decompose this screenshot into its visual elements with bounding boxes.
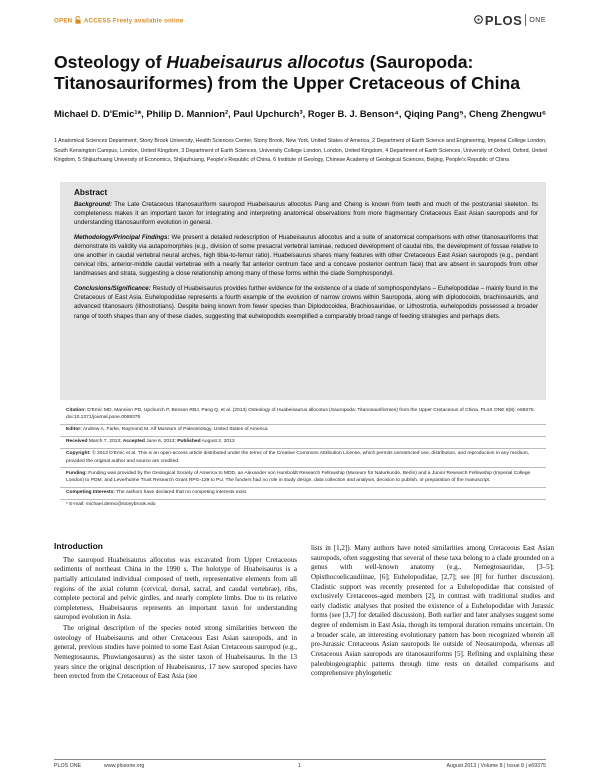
footer-page-number: 1 — [298, 763, 301, 769]
page-footer — [54, 763, 546, 772]
editor-row — [60, 425, 546, 437]
editor-label: Editor: — [66, 427, 82, 432]
accepted-label: Accepted — [122, 439, 145, 444]
affiliations: 1 Anatomical Sciences Department, Stony Brook University, Health Sciences Center, Stony Brook, New York, United States of America, 2 Department of Earth Science and Engineering, Imperial College London, South Kensington Campus, London, United Kingdom, 3 Department of Earth Sciences, University College London, London, United Kingdom, 4 Department of Earth Sciences, University of Oxford, Oxford, United Kingdom, 5 Shijiazhuang University of Economics, Shijiazhuang, People's Republic of China, 6 Institute of Geology, Chinese Academy of Geological Sciences, Beijing, People's Republic of China — [54, 138, 547, 164]
open-access-lock-icon — [75, 16, 81, 26]
intro-paragraph-1: The sauropod Huabeisaurus allocotus was excavated from Upper Cretaceous sediments of northeast China in the 1990 s. The holotype of Huabeisaurus is a partially articulated individual composed of teeth, representative elements from all regions of the axial column (cervical, dorsal, sacral, and caudal vertebrae), ribs, complete pectoral and pelvic girdles, and nearly complete limbs. Due to its relative completeness, Huabeisaurus represents an important taxon for understanding sauropod evolution in Asia. — [54, 555, 297, 622]
body-column-left — [54, 542, 297, 683]
competing-row — [60, 488, 546, 500]
competing-label: Competing Interests: — [66, 490, 115, 495]
journal-header — [54, 10, 546, 32]
article-metadata — [60, 405, 546, 511]
editor-text: Andrew A. Farke, Raymond M. Alf Museum of Paleontology, United States of America — [81, 427, 268, 432]
funding-text: Funding was provided by the Geological Society of America to MDD, an Alexander von Humboldt Research Fellowship (Museum für Naturkunde, Berlin) and a Junior Research Fellowship (Imperial College London) to PDM, and Leverhulme Trust Research Grant RPG-129 to PU. The funders had no role in study design, data collection and analysis, decision to publish, or preparation of the manuscript. — [66, 470, 531, 483]
title-pre: Osteology of — [54, 52, 167, 72]
plos-logo-icon — [474, 11, 483, 29]
abstract-methods — [74, 233, 538, 278]
copyright-label: Copyright: — [66, 451, 91, 456]
abstract-box — [60, 182, 546, 400]
copyright-row — [60, 449, 546, 469]
background-label: Background: — [74, 201, 112, 208]
abstract-heading: Abstract — [74, 188, 108, 197]
title-post: (Sauropoda: Titanosauriformes) from the Upper Cretaceous of China — [54, 52, 520, 93]
footer-url[interactable]: www.plosone.org — [104, 763, 145, 769]
published-date: August 2, 2013 — [200, 439, 235, 444]
citation-row — [60, 405, 546, 425]
abstract-background — [74, 200, 538, 227]
funding-row — [60, 468, 546, 488]
footer-journal: PLOS ONE — [54, 763, 82, 769]
intro-paragraph-continued: lists in [1,2]). Many authors have noted similarities among Cretaceous East Asian sauropods, often suggesting that several of these taxa belong to a clade grounded on a genus with well-known anatomy (e.g., Nemegtosauridae, [3–5]; Opisthocoelicaudiinae, [6]; Euhelopodidae, [2,7]; see [8] for further discussion). Cladistic support was recently presented for a Euhelopodidae that consisted of exclusively Cretaceous-aged members [2], in contrast with traditional studies and early cladistic analyses that posited the existence of a Euhelopodidae with Jurassic forms (see [3,7] for detailed discussion). Both earlier and later analyses suggest some degree of endemism in East Asia, though its temporal duration remains uncertain. On a broader scale, an interesting evolutionary pattern has been recognized wherein all pre-Jurassic Cretaceous Asian sauropods lie outside of Neosauropoda, whereas all Cretaceous Asian sauropods are titanosauriforms [5]. Refining and explaining these paleobiogeographic patterns through time rests on detailed comparisons and comprehensive phylogenetic — [311, 544, 554, 678]
citation-text: D'Emic MD, Mannion PD, Upchurch P, Benson RBJ, Pang Q, et al. (2013) Osteology of Huabeisaurus allocotus (Sauropoda: Titanosauriformes) from the Upper Cretaceous of China. PLoS ONE 8(8): e69375. doi:10.1371/journal.pone.0069375 — [66, 407, 535, 420]
body-column-right — [311, 544, 554, 680]
methods-label: Methodology/Principal Findings: — [74, 234, 170, 242]
introduction-heading: Introduction — [54, 541, 103, 551]
accepted-date: June 6, 2013; — [144, 439, 178, 444]
author-list: Michael D. D'Emic¹*, Philip D. Mannion², Paul Upchurch³, Roger B. J. Benson⁴, Qiqing Pang⁵, Cheng Zhengwu⁶ — [54, 108, 547, 119]
funding-label: Funding: — [66, 470, 87, 476]
open-access-banner — [54, 16, 184, 26]
dates-row — [60, 437, 546, 449]
received-label: Received — [66, 439, 88, 444]
free-available-label: Freely available online — [112, 17, 184, 25]
open-label: OPEN — [54, 17, 73, 25]
copyright-text: © 2013 D'Emic et al. This is an open-access article distributed under the terms of the Creative Commons Attribution License, which permits unrestricted use, distribution, and reproduction in any medium, provided the original author and source are credited. — [66, 451, 530, 464]
abstract-conclusions — [74, 284, 538, 320]
title-species: Huabeisaurus allocotus — [166, 52, 365, 72]
conclusions-text: Restudy of Huabeisaurus provides further evidence for the existence of a clade of somphospondylans – Euhelopodidae – mainly found in the Cretaceous of East Asia. Euhelopodidae represents a fourth example of the evolution of narrow crowns within Sauropoda, along with diplodocoids, brachiosaurids, and advanced titanosaurs (lithostrotians). Despite being known from fewer species than Diplodocoidea, Brachiosauridae, or Lithostrotia, euhelopodids possessed a broader range of tooth shapes than any of these clades, suggesting that euhelopodids exemplified a comparably broad range of feeding strategies and perhaps diets. — [74, 285, 538, 320]
received-date: March 7, 2013; — [87, 439, 123, 444]
logo-divider — [525, 14, 526, 26]
logo-one-text: ONE — [529, 16, 546, 24]
access-label: ACCESS — [83, 17, 111, 25]
footer-issue: August 2013 | Volume 8 | Issue 8 | e69375 — [446, 763, 546, 769]
email-row — [60, 500, 546, 511]
competing-text: The authors have declared that no competing interests exist. — [114, 490, 248, 495]
published-label: Published — [177, 439, 201, 444]
plos-one-logo — [474, 11, 546, 29]
citation-label: Citation: — [66, 407, 86, 413]
methods-text: We present a detailed redescription of Huabeisaurus allocotus and a suite of anatomical comparisons with other titanosauriforms that demonstrate its validity via autapomorphies (e.g., division of some presacral vertebral laminae, reduced development of caudal ribs, the development of fossae relative to one another in caudal vertebral neural arches, high tibia-to-femur ratio). Huabeisaurus shares many features with other Cretaceous East Asian sauropods (e.g., pendant cervical ribs, anterior-middle caudal vertebrae with a nearly flat anterior centrum face and a concave posterior centrum face) that are absent in sauropods from other landmasses and strata, suggesting a close relationship among many of these forms within the clade Somphospondyli. — [74, 234, 538, 278]
logo-plos-text: PLOS — [484, 12, 523, 28]
corresponding-email[interactable]: * E-mail: michael.demic@stonybrook.edu — [66, 502, 156, 507]
conclusions-label: Conclusions/Significance: — [74, 285, 151, 293]
intro-paragraph-2: The original description of the species noted strong similarities between the osteology of Huabeisaurus and other Cretaceous East Asian sauropods, and in general, previous studies have pointed to some East Asian Cretaceous sauropod (e.g., Nemegtosaurus, Phuwiangosaurus) as the sister taxon of Huabeisaurus. In the 13 years since the original description of Huabeisaurus, 17 new sauropod species have been erected from the Cretaceous of East Asia (see — [54, 624, 297, 681]
article-title — [54, 52, 554, 94]
background-text: The Late Cretaceous titanosauriform sauropod Huabeisaurus allocotus Pang and Cheng is known from teeth and much of the postcranial skeleton. Its completeness makes it an important taxon for integrating and interpreting anatomical observations from more fragmentary Cretaceous East Asian sauropods and for understanding titanosauriform evolution in general. — [74, 201, 538, 227]
footer-rule — [54, 759, 546, 760]
